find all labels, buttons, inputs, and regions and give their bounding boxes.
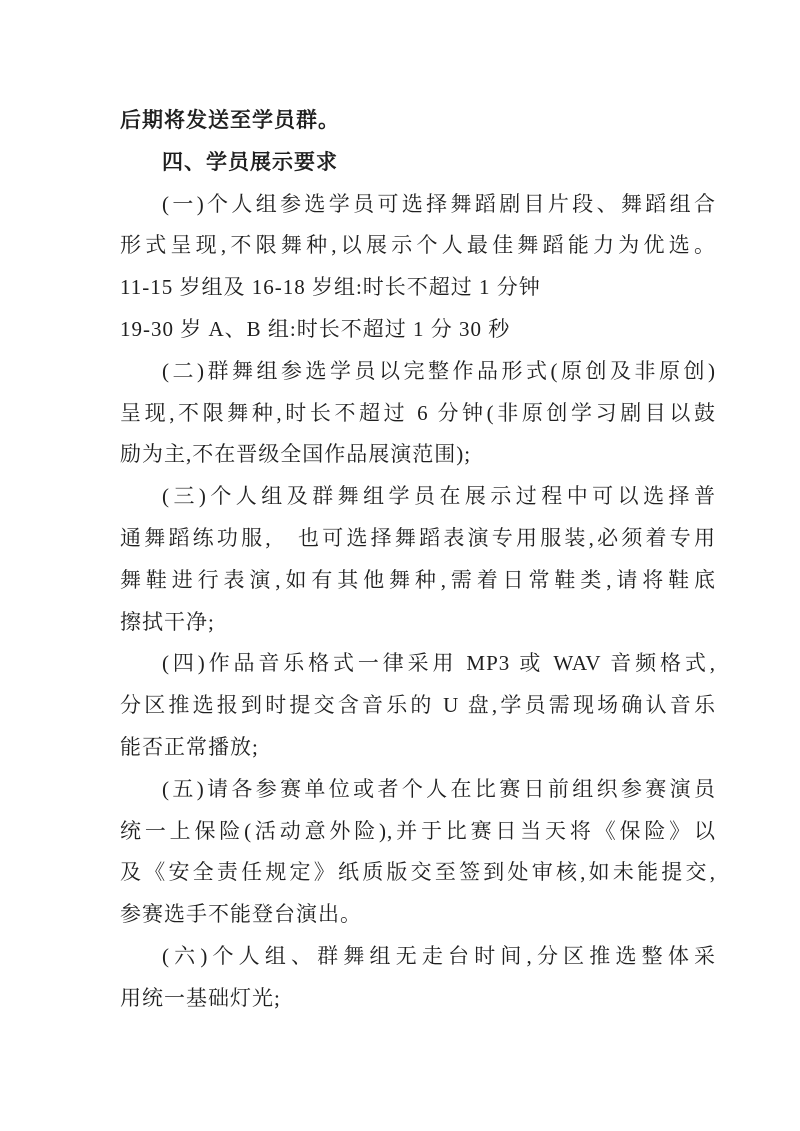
paragraph-continuation-line: 后期将发送至学员群。 — [120, 108, 340, 132]
doc-line: 通舞蹈练功服, 也可选择舞蹈表演专用服装,必须着专用 — [120, 525, 716, 550]
doc-line: 19-30 岁 A、B 组:时长不超过 1 分 30 秒 — [120, 316, 511, 341]
doc-line: 呈现,不限舞种,时长不超过 6 分钟(非原创学习剧目以鼓 — [120, 400, 716, 425]
doc-line: (三)个人组及群舞组学员在展示过程中可以选择普 — [162, 484, 716, 509]
doc-line: 及《安全责任规定》纸质版交至签到处审核,如未能提交, — [120, 860, 716, 885]
doc-line: 11-15 岁组及 16-18 岁组:时长不超过 1 分钟 — [120, 275, 541, 300]
doc-line: 参赛选手不能登台演出。 — [120, 902, 362, 927]
doc-line: 统一上保险(活动意外险),并于比赛日当天将《保险》以 — [120, 818, 716, 843]
doc-line: (五)请各参赛单位或者个人在比赛日前组织参赛演员 — [162, 776, 716, 801]
doc-line: (一)个人组参选学员可选择舞蹈剧目片段、舞蹈组合 — [162, 191, 716, 216]
doc-line: (四)作品音乐格式一律采用 MP3 或 WAV 音频格式, — [162, 651, 716, 676]
section-heading: 四、学员展示要求 — [162, 149, 338, 174]
document-body — [120, 100, 716, 1020]
doc-line: 形式呈现,不限舞种,以展示个人最佳舞蹈能力为优选。 — [120, 233, 716, 258]
doc-line: (二)群舞组参选学员以完整作品形式(原创及非原创) — [162, 358, 716, 383]
doc-line: 用统一基础灯光; — [120, 985, 281, 1010]
doc-line: 擦拭干净; — [120, 609, 215, 634]
doc-line: (六)个人组、群舞组无走台时间,分区推选整体采 — [162, 943, 716, 968]
doc-line: 分区推选报到时提交含音乐的 U 盘,学员需现场确认音乐 — [120, 693, 716, 718]
doc-line: 能否正常播放; — [120, 734, 259, 759]
doc-line: 励为主,不在晋级全国作品展演范围); — [120, 442, 472, 467]
doc-line: 舞鞋进行表演,如有其他舞种,需着日常鞋类,请将鞋底 — [120, 567, 716, 592]
